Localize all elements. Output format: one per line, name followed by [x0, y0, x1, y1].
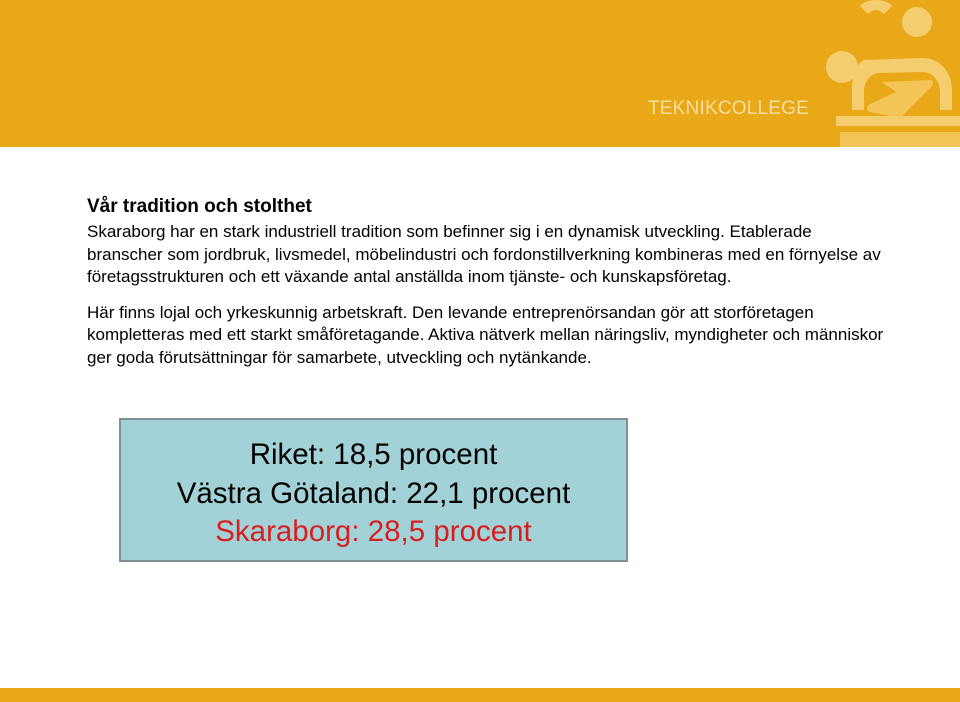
stat-riket: Riket: 18,5 procent: [249, 438, 498, 471]
main-content: [87, 196, 887, 382]
stat-skaraborg: Skaraborg: 28,5 procent: [215, 515, 532, 548]
section-heading: Vår tradition och stolthet: [87, 196, 312, 217]
header-band: [0, 0, 960, 147]
stats-box: [119, 418, 628, 562]
paragraph-workforce: Här finns lojal och yrkeskunnig arbetskraft. Den levande entreprenörsandan gör att storföretagen kompletteras med ett starkt småföretagande. Aktiva nätverk mellan näringsliv, myndigheter och människor ger goda förutsättningar för samarbete, utveckling och nytänkande.: [87, 302, 884, 367]
brand-name: TEKNIKCOLLEGE: [648, 98, 809, 119]
footer-band: [0, 688, 960, 702]
teknikcollege-logo-icon: [800, 0, 960, 147]
paragraph-tradition: Skaraborg har en stark industriell tradition som befinner sig i en dynamisk utveckling. Etablerade branscher som jordbruk, livsmedel, möbelindustri och fordonstillverkning kombineras med en förnyelse av företagsstrukturen och ett växande antal anställda inom tjänste- och kunskapsföretag.: [87, 222, 881, 286]
stat-vastra-gotaland: Västra Götaland: 22,1 procent: [176, 476, 571, 510]
